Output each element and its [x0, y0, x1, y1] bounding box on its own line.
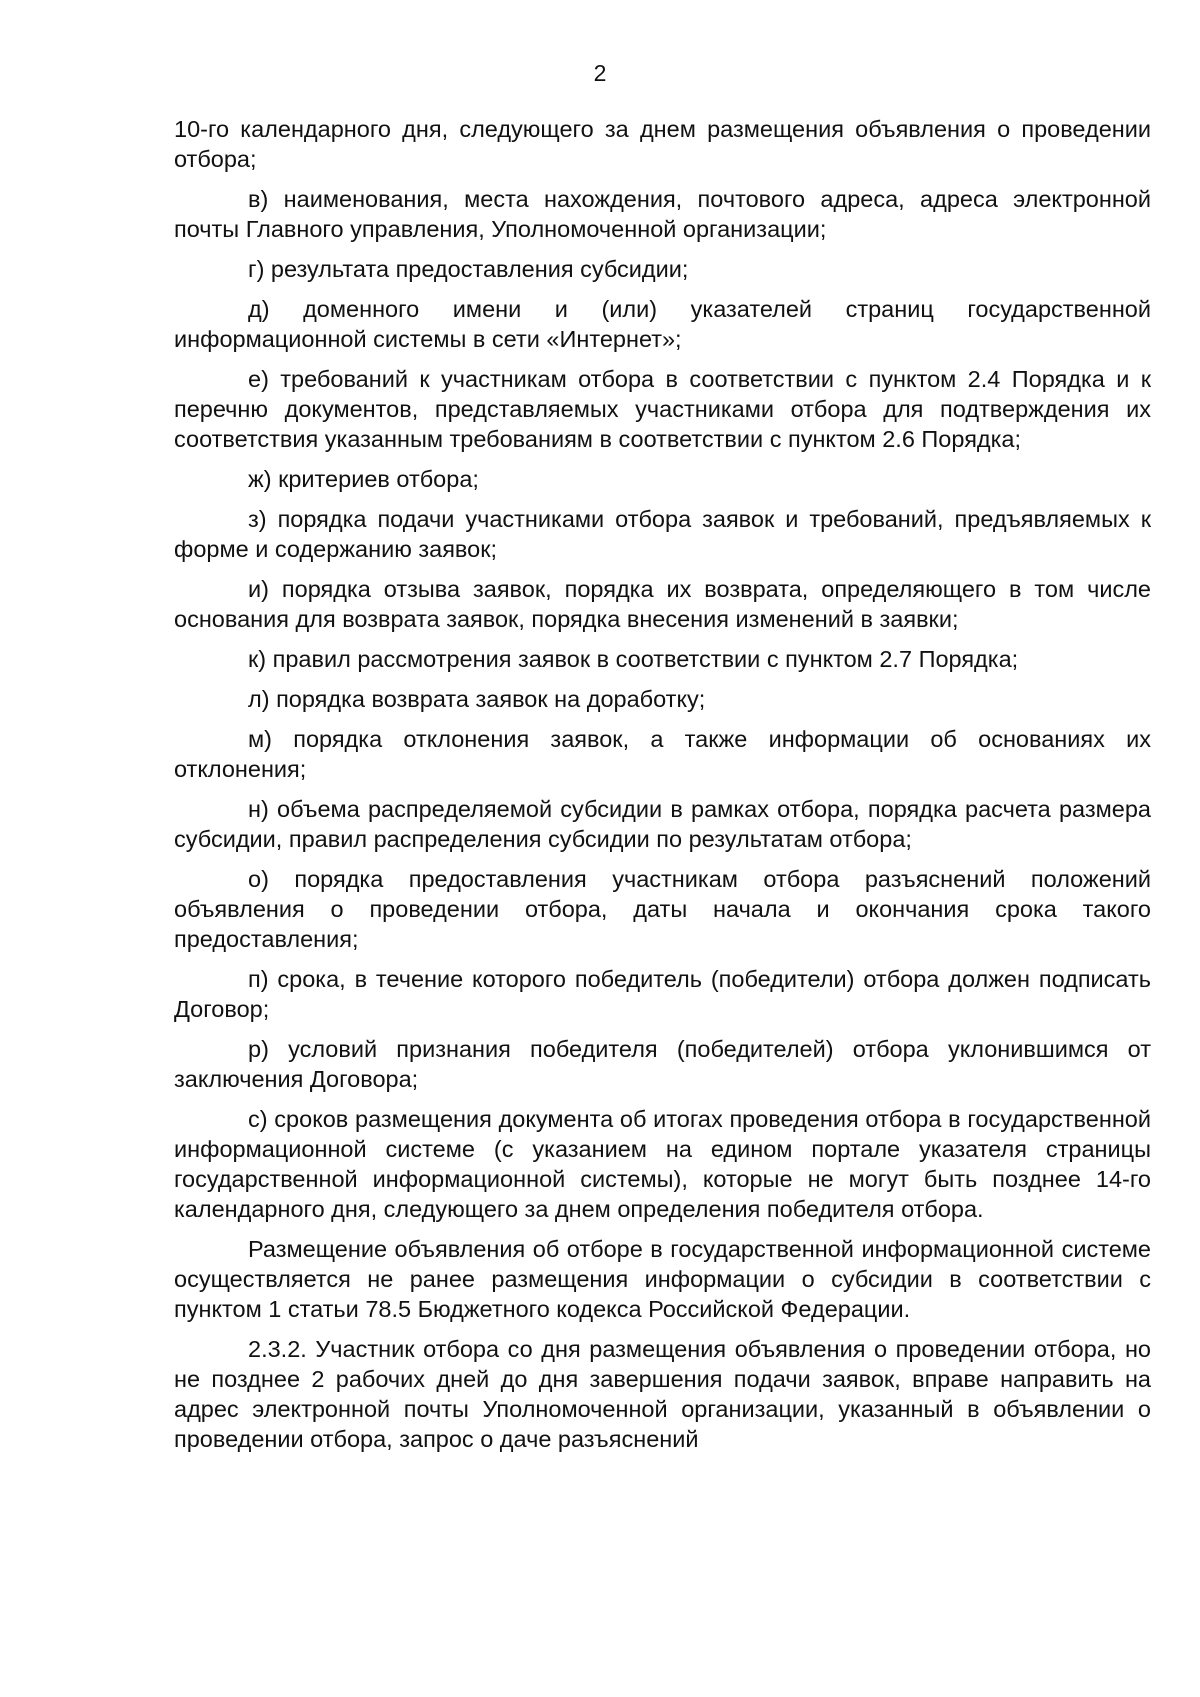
- list-item-p: п) срока, в течение которого победитель (победители) отбора должен подписать Договор;: [174, 966, 1151, 1022]
- paragraph-placement: Размещение объявления об отборе в государственной информационной системе осуществляется не ранее размещения информации о субсидии в соответствии с пунктом 1 статьи 78.5 Бюджетного кодекса Российской Федерации.: [174, 1236, 1151, 1322]
- list-item-zh: ж) критериев отбора;: [248, 466, 479, 492]
- list-item-l: л) порядка возврата заявок на доработку;: [248, 686, 706, 712]
- list-item-r: р) условий признания победителя (победителей) отбора уклонившимся от заключения Договора;: [174, 1036, 1151, 1092]
- list-item-k: к) правил рассмотрения заявок в соответствии с пунктом 2.7 Порядка;: [248, 646, 1019, 672]
- list-item-n: н) объема распределяемой субсидии в рамках отбора, порядка расчета размера субсидии, правил распределения субсидии по результатам отбора;: [174, 796, 1151, 852]
- list-item-m: м) порядка отклонения заявок, а также информации об основаниях их отклонения;: [174, 726, 1151, 782]
- list-item-o: о) порядка предоставления участникам отбора разъяснений положений объявления о проведении отбора, даты начала и окончания срока такого предоставления;: [174, 866, 1151, 952]
- list-item-i: и) порядка отзыва заявок, порядка их возврата, определяющего в том числе основания для возврата заявок, порядка внесения изменений в заявки;: [174, 576, 1151, 632]
- list-item-v: в) наименования, места нахождения, почтового адреса, адреса электронной почты Главного управления, Уполномоченной организации;: [174, 186, 1151, 242]
- list-item-s: с) сроков размещения документа об итогах проведения отбора в государственной информационной системе (с указанием на едином портале указателя страницы государственной информационной системы), которые не могут быть позднее 14-го календарного дня, следующего за днем определения победителя отбора.: [174, 1106, 1151, 1222]
- paragraph-2-3-2: 2.3.2. Участник отбора со дня размещения объявления о проведении отбора, но не позднее 2 рабочих дней до дня завершения подачи заявок, вправе направить на адрес электронной почты Уполномоченной организации, указанный в объявлении о проведении отбора, запрос о даче разъяснений: [174, 1336, 1151, 1452]
- paragraph: 10-го календарного дня, следующего за днем размещения объявления о проведении отбора;: [174, 116, 1151, 172]
- list-item-z: з) порядка подачи участниками отбора заявок и требований, предъявляемых к форме и содержанию заявок;: [174, 506, 1151, 562]
- list-item-d: д) доменного имени и (или) указателей страниц государственной информационной системы в сети «Интернет»;: [174, 296, 1151, 352]
- list-item-g: г) результата предоставления субсидии;: [248, 256, 689, 282]
- list-item-e: е) требований к участникам отбора в соответствии с пунктом 2.4 Порядка и к перечню документов, представляемых участниками отбора для подтверждения их соответствия указанным требованиям в соответствии с пунктом 2.6 Порядка;: [174, 366, 1151, 452]
- page-number: 2: [593, 60, 607, 86]
- document-body: [174, 114, 1151, 1464]
